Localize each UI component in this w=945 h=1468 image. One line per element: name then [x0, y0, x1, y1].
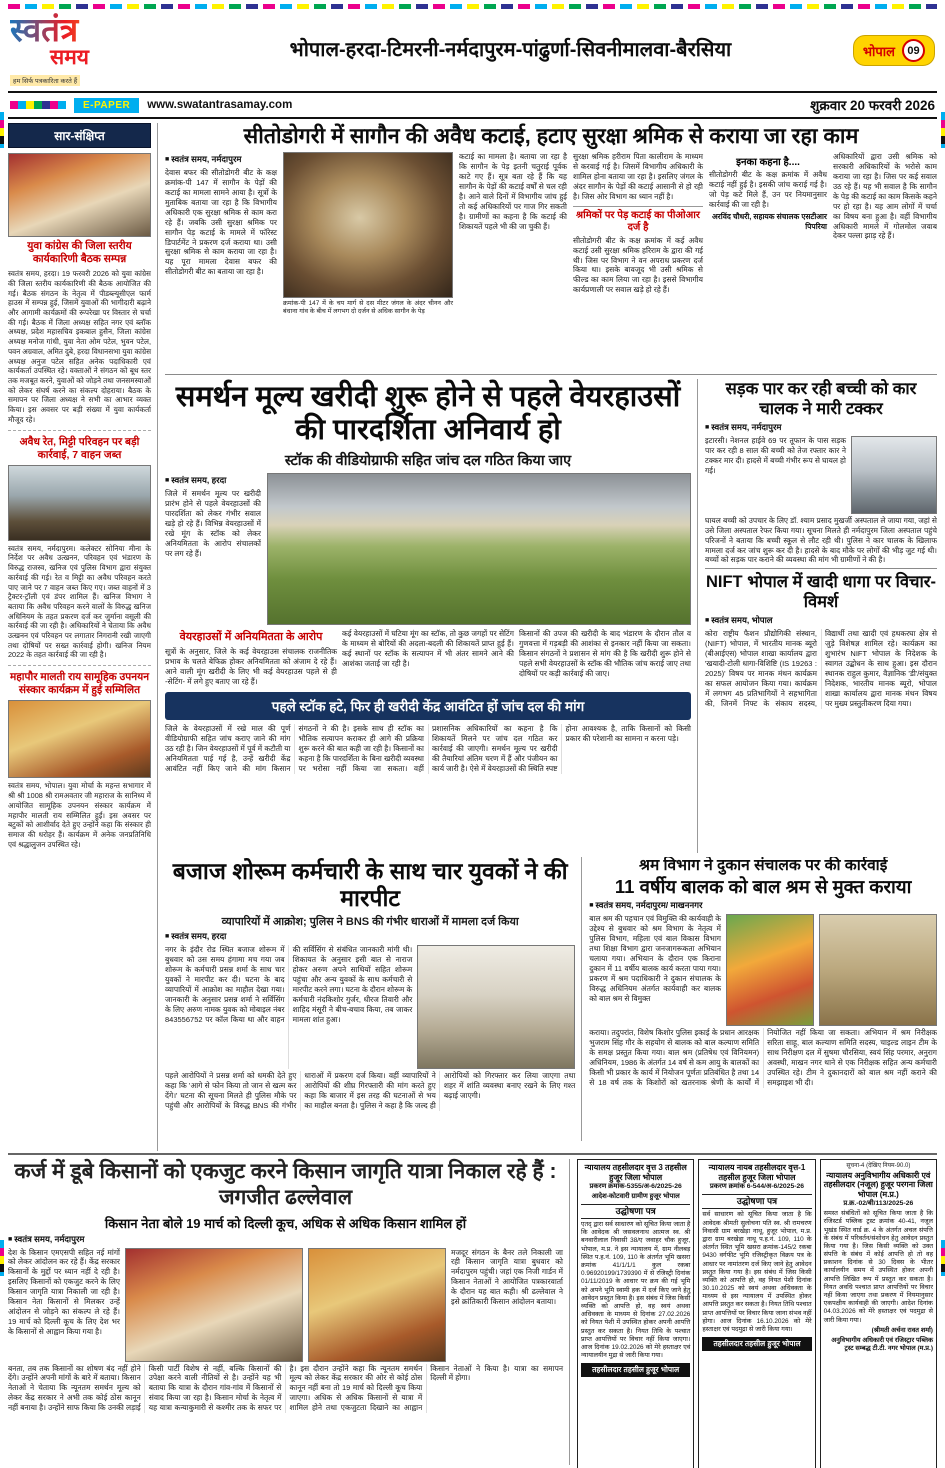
- body-text: देवास बफर की सीतोडोगरी बीट के कक्ष क्रमांक-पी 147 में सागौन के पेड़ों की कटाई का मामला सामने आया है। सूत्रों के मुताबिक बताया जा रहा है कि विभागीय अधिकारी एक सुरक्षा श्रमिक से काम करा रहे हैं। जबकि उसी सुरक्षा श्रमिक पर सागौन पेड़ कटाई के मामले में फॉरेस्ट डिपार्टमेंट ने प्रकरण दर्ज कराया था। उसी सुरक्षा श्रमिक से काम कराया जा रहा है। यह पूरा मामला देवास बफर की सीतोडोगरी बीट का बताया जा रहा है।: [165, 167, 277, 277]
- sub-headline: किसान नेता बोले 19 मार्च को दिल्ली कूच, अधिक से अधिक किसान शामिल हों: [104, 1215, 467, 1231]
- sub-headline: श्रमिकों पर पेड़ कटाई का पीओआर दर्ज है: [573, 206, 703, 234]
- story-bajaj-assault: [165, 857, 582, 1141]
- byline: ■ स्वतंत्र समय, भोपाल: [705, 615, 937, 626]
- photo-column: [283, 152, 453, 316]
- text-column: [165, 152, 277, 278]
- sidebar-headline: युवा कांग्रेस की जिला स्तरीय कार्यकारिणी बैठक सम्पन्न: [27, 240, 132, 266]
- text-column: [459, 152, 567, 232]
- warehouse-top: [165, 473, 691, 625]
- quote-signature: अरविंद चौधरी, सहायक संचालक एसटीआर पिपरिया: [711, 211, 827, 231]
- body-text: जिले के वेयरहाउसों में रखे माल की पूर्ण वीडियोग्राफी सहित जांच कराए जाने की मांग उठ रही है। जिन वेयरहाउसों में पूर्व में कटौती या अनियमितता पाई गई है, उन्हें खरीदी केंद्र आवंटित नहीं किए जाने की मांग किसान संगठनों ने की है। इसके साथ ही स्टॉक का भौतिक सत्यापन कराकर ही आगे की प्रक्रिया शुरू करने की बात कही जा रही है। किसानों का कहना है कि पारदर्शिता के बिना खरीदी व्यवस्था पर भरोसा नहीं किया जा सकता। वहीं प्रशासनिक अधिकारियों का कहना है कि शिकायतें मिलने पर जांच दल गठित कर कार्रवाई की जाएगी। समर्थन मूल्य पर खरीदी की तैयारियां अंतिम चरण में हैं और पंजीयन का कार्य जारी है। ऐसे में वेयरहाउसों की स्थिति स्पष्ट होना आवश्यक है, ताकि किसानों को किसी प्रकार की परेशानी का सामना न करना पड़े।: [165, 724, 691, 774]
- photo-seized-vehicles: [8, 465, 151, 541]
- sidebar-headline: अवैध रेत, मिट्टी परिवहन पर बड़ी कार्रवाई, 7 वाहन जब्त: [19, 435, 140, 461]
- notice-signature: तहसीलदार तहसील हुजूर भोपाल: [581, 1363, 690, 1377]
- body-text: कटाई का मामला है। बताया जा रहा है कि सागौन के पेड़ इतनी चतुराई पूर्वक काटे गए हैं। सूत्र बता रहे हैं कि यह सागौन के पेड़ों की कटाई वर्षों से चल रही है। आने वाले दिनों में विभागीय जांच हुई तो कई अधिकारियों पर गाज गिर सकती है। ग्रामीणों का कहना है कि कटाई की शिकायतें पहले भी की जा चुकी हैं।: [459, 151, 567, 231]
- body-text: कई वेयरहाउसों में घटिया मूंग का स्टॉक, तो कुछ जगहों पर सेटिंग के माध्यम से बोरियों की अदला-बदली की शिकायतें प्राप्त हुई हैं। कई स्थानों पर स्टॉक के सत्यापन में भी अंतर सामने आने की आशंका जताई जा रही है।: [342, 629, 514, 668]
- story-nift-khadi: [705, 573, 937, 711]
- mini-colorbar: [10, 101, 66, 109]
- page-content: [8, 123, 937, 1151]
- quote-text: सीतोडोगरी बीट के कक्ष क्रमांक में अवैध कटाई नहीं हुई है। इसकी जांच कराई गई है। जो पेड़ कटे मिले हैं, उन पर नियमानुसार कार्रवाई की जा रही है।: [709, 169, 827, 209]
- headline: बजाज शोरूम कर्मचारी के साथ चार युवकों ने की मारपीट: [172, 858, 568, 912]
- page-number: 09: [902, 39, 925, 62]
- subheader-bar: [8, 93, 937, 119]
- byline: ■ स्वतंत्र समय, हरदा: [165, 931, 575, 942]
- sidebar-body: स्वतंत्र समय, हरदा। 19 फरवरी 2026 को युवा कांग्रेस की जिला स्तरीय कार्यकारिणी की बैठक आयोजित की गई। बैठक संगठन के नेतृत्व में पीडब्ल्यूसीएल फार्म हाउस में सम्पन्न हुई, जिसमें युवाओं की भागीदारी बढ़ाने और आगामी कार्यक्रमों की रूपरेखा पर विस्तार से चर्चा की गई। बैठक में जिला अध्यक्ष सहित नगर एवं ब्लॉक अध्यक्ष, प्रदेश महासचिव इकबाल हुसैन, जिला कांग्रेस अध्यक्ष मनोज गांधी, युवा नेता ओम पटेल, भुवन पटेल, पवन अग्रवाल, अमित दुबे, हरदा विधानसभा युवा कांग्रेस अध्यक्ष अनुज पटेल सहित अनेक पदाधिकारी एवं कार्यकर्ता उपस्थित रहे। वक्ताओं ने संगठन को बूथ स्तर तक मजबूत करने, युवाओं को जोड़ने तथा जनसमस्याओं को लेकर संघर्ष करने का संकल्प दोहराया। बैठक के समापन पर जिला अध्यक्ष ने सभी का आभार व्यक्त किया। इस अवसर पर बड़ी संख्या में युवा कार्यकर्ता मौजूद रहे।: [8, 269, 152, 424]
- notice-order-line: आदेश-कोटवारी ग्रामीण हुजूर भोपाल: [591, 1192, 680, 1200]
- body-text: किसानों की उपज की खरीदी के बाद भंडारण के दौरान तौल व गुणवत्ता में गड़बड़ी की आशंका से इनकार नहीं किया जा सकता। किसान संगठनों ने प्रशासन से मांग की है कि खरीदी शुरू होने से पहले सभी वेयरहाउसों के स्टॉक की भौतिक जांच कराई जाए तथा दोषियों पर कड़ी कार्रवाई की जाए।: [519, 629, 691, 678]
- photo-youth-congress-meeting: [8, 153, 151, 237]
- photo-vegetable-shop: [726, 914, 814, 1026]
- issue-date: शुक्रवार 20 फरवरी 2026: [810, 98, 935, 113]
- legal-notices: [577, 1159, 937, 1468]
- notice-form-number: सूचना-4 (देखिए नियम-90.0): [846, 1163, 911, 1169]
- notice-court: न्यायालय तहसीलदार वृत्त 3 तहसील हुजूर जिला भोपाल: [584, 1163, 687, 1182]
- register-mark: [0, 112, 4, 148]
- register-mark: [941, 112, 945, 148]
- labor-row: [589, 914, 937, 1026]
- notice-title: उद्घोषणा पत्र: [702, 1194, 811, 1210]
- photo-press-conference: [308, 1248, 446, 1362]
- bajaj-row: [165, 945, 575, 1069]
- lower-row: [165, 857, 937, 1145]
- body-text: बनता, तब तक किसानों का शोषण बंद नहीं होने देंगे। उन्होंने अपनी मांगों के बारे में बताया। किसान नेताओं ने चेताया कि न्यूनतम समर्थन मूल्य को लेकर केंद्र सरकार ने अभी तक कोई ठोस कानून नहीं बनाया है। उन्होंने साफ किया कि उनकी लड़ाई किसी पार्टी विशेष से नहीं, बल्कि किसानों की उपेक्षा करने वाली नीतियों से है। उन्होंने यह भी बताया कि यात्रा के दौरान गांव-गांव में किसानों से संवाद किया जा रहा है। किसान मोर्चा के नेतृत्व में यह यात्रा कन्याकुमारी से कश्मीर तक के सफर पर है। इस दौरान उन्होंने कहा कि न्यूनतम समर्थन मूल्य को लेकर केंद्र सरकार की ओर से कोई ठोस कानून नहीं बना तो 19 मार्च को दिल्ली कूच किया जाएगा। अधिक से अधिक किसानों से यात्रा में शामिल होने तथा एकजुटता दिखाने का आह्वान किसान नेताओं ने किया है। यात्रा का समापन दिल्ली में होगा।: [8, 1363, 563, 1413]
- sidebar-headline: महापौर मालती राय सामूहिक उपनयन संस्कार कार्यक्रम में हुई सम्मिलित: [9, 671, 150, 697]
- register-mark: [941, 1240, 945, 1276]
- demand-banner: पहले स्टॉक हटे, फिर ही खरीदी केंद्र आवंटित हों जांच दल की मांग: [165, 692, 691, 720]
- main-column: [165, 123, 937, 1151]
- body-text: नगर के इंदौर रोड स्थित बजाज शोरूम में बुधवार को उस समय हंगामा मच गया जब शोरूम के कर्मचारी प्रसन्न शर्मा के साथ चार युवकों ने मारपीट कर दी। घटना के बाद व्यापारियों में आक्रोश का माहौल देखा गया। जानकारी के अनुसार प्रसन्न शर्मा ने सर्विसिंग के लिए अरुण नामक युवक को मोबाइल नंबर 843556752 पर कॉल किया था और वाहन की सर्विसिंग से संबंधित जानकारी मांगी थी। शिकायत के अनुसार इसी बात से नाराज होकर अरुण अपने साथियों सहित शोरूम पहुंचा और अन्य युवकों के साथ कर्मचारी से मारपीट करने लगा। घटना के दौरान शोरूम के कर्मचारी नंदकिशोर गुर्जर, धीरज तिवारी और शाहिद मंसूरी ने बीच-बचाव किया, तब जाकर मामला शांत हुआ।: [165, 945, 413, 1025]
- website-link[interactable]: www.swatantrasamay.com: [147, 99, 293, 111]
- notice-body: समस्त संबंधितों को सूचित किया जाता है कि रजिस्टर्ड पब्लिक ट्रस्ट क्रमांक 40-41, नजूल भूखंड स्थित वार्ड क्र. 4 के अंतर्गत अचल संपत्ति के संबंध में परिवर्तन/संशोधन हेतु आवेदन प्रस्तुत किया गया है। जिस किसी व्यक्ति को उक्त संपत्ति के संबंध में कोई आपत्ति हो तो वह प्रकाशन दिनांक से 30 दिवस के भीतर कार्यालयीन समय में उपस्थित होकर अपनी आपत्ति लिखित रूप में प्रस्तुत कर सकता है। नियत अवधि पश्चात प्राप्त आपत्तियों पर विचार नहीं किया जाएगा तथा प्रकरण में नियमानुसार एकपक्षीय कार्यवाही की जाएगी। आदेश दिनांक 04.03.2026 को मेरे हस्ताक्षर एवं पदमुद्रा से जारी किया गया।: [823, 1210, 933, 1324]
- left-sidebar: [8, 123, 158, 1151]
- notice-signatory-name: (श्रीमती अर्चना रावत शर्मा): [871, 1326, 933, 1334]
- body-text: कराया। तदुपरांत, विशेष किशोर पुलिस इकाई के प्रधान आरक्षक भुजराम सिंह गौर के सहयोग से बालक को बाल कल्याण समिति के समक्ष प्रस्तुत किया गया। बाल श्रम (प्रतिषेध एवं विनियमन) अधिनियम, 1986 के अंतर्गत 14 वर्ष से कम आयु के बालकों का किसी भी प्रकार के कार्य में नियोजन पूर्णतः प्रतिबंधित है तथा 14 से 18 वर्ष तक के किशोरों को खतरनाक श्रेणी के कार्यों में नियोजित नहीं किया जा सकता। अभियान में श्रम निरीक्षक सरिता साहू, बाल कल्याण समिति सदस्य, चाइल्ड लाइन टीम के साथ निरीक्षण दल में सुषमा चौरसिया, स्वयं सिंह परमार, अनुराग अवस्थी, माखन नगर थाने से एक निरीक्षक सहित अन्य कर्मचारी उपस्थित रहे। टीम ने दुकानदारों को बाल श्रम नहीं कराने की समझाइश भी दी।: [589, 1027, 937, 1087]
- body-text: देश के किसान एमएसपी सहित नई मांगों को लेकर आंदोलन कर रहे हैं। केंद्र सरकार किसानों के मुद्दों पर ध्यान नहीं दे रही है। इसलिए किसानों को एकजुट करने के लिए किसान जागृति यात्रा निकाली जा रही है। किसान नेता किसानों से मिलकर उन्हें आंदोलन से जोड़ने का संकल्प ले रहे हैं। 19 मार्च को दिल्ली कूच के लिए देश भर के किसानों से आह्वान किया गया है।: [8, 1247, 120, 1337]
- photo-showroom-cctv: [417, 945, 575, 1069]
- photo-inspection-team: [819, 914, 937, 1026]
- body-text: पहले आरोपियों ने प्रसन्न शर्मा को धमकी देते हुए कहा कि 'आगे से फोन किया तो जान से खत्म कर देंगे।' घटना की सूचना मिलते ही पुलिस मौके पर पहुंची और आरोपियों के विरुद्ध BNS की गंभीर धाराओं में प्रकरण दर्ज किया। वहीं व्यापारियों ने आरोपियों की शीघ्र गिरफ्तारी की मांग करते हुए कहा कि बाजार में इस तरह की घटनाओं से भय का माहौल बनता है। पुलिस ने कहा है कि जल्द ही आरोपियों को गिरफ्तार कर लिया जाएगा तथा शहर में शांति व्यवस्था बनाए रखने के लिए गश्त बढ़ाई जाएगी।: [165, 1071, 576, 1111]
- story-teak-felling: [165, 123, 937, 375]
- story-farmer-yatra: [8, 1159, 570, 1465]
- headline: सीतोडोगरी में सागौन की अवैध कटाई, हटाए सुरक्षा श्रमिक से कराया जा रहा काम: [243, 124, 859, 148]
- text-column: [519, 629, 691, 687]
- body-text: अधिकारियों द्वारा उसी श्रमिक को सरकारी अधिकारियों के भरोसे काम कराया जा रहा है। जिस पर कई सवाल उठ रहे हैं। यह भी सवाल है कि सागौन के पेड़ की कटाई का काम किसके कहने पर हो रहा है। यह आम लोगों में चर्चा का विषय बना हुआ है। वहीं विभागीय अधिकारी मामले में गोलमोल जवाब देकर पल्ला झाड़ रहे हैं।: [833, 151, 937, 241]
- notice-case-number: प्रकरण क्रमांक-5355/अ-6/2025-26: [589, 1183, 682, 1191]
- notice-case-number: प्र.क्र.-02/बी/113/2025-26: [843, 1200, 914, 1208]
- byline: ■ स्वतंत्र समय, नर्मदापुरम/ माखननगर: [589, 900, 937, 911]
- notice-case-number: प्रकरण क्रमांक 6-544/अ-6/2025-26: [709, 1183, 805, 1191]
- legal-notice-3: [820, 1159, 937, 1468]
- edition-cities: भोपाल-हरदा-टिमरनी-नर्मदापुरम-पांढुर्णा-सिवनीमालवा-बैरसिया: [289, 39, 732, 61]
- headline: सड़क पार कर रही बच्ची को कार चालक ने मारी टक्कर: [725, 380, 917, 418]
- notice-court: न्यायालय अनुविभागीय अधिकारी एवं तहसीलदार (नजूल) हुजूर परगना जिला भोपाल (म.प्र.): [823, 1170, 933, 1199]
- legal-notice-1: [577, 1159, 694, 1468]
- newspaper-logo: [10, 13, 168, 88]
- text-column: [833, 152, 937, 242]
- body-text: घायल बच्ची को उपचार के लिए डॉ. श्याम प्रसाद मुखर्जी अस्पताल ले जाया गया, जहां से उसे जिला अस्पताल रेफर किया गया। सूचना मिलते ही नर्मदापुरम जिला अस्पताल पहुंचे परिजनों ने बताया कि बच्ची स्कूल से लौट रही थी। पुलिस ने कार चालक के खिलाफ मामला दर्ज कर जांच शुरू कर दी है। हादसे के बाद मौके पर लोगों की भीड़ जुट गई थी। बच्चों को सड़क पार कराने की व्यवस्था की मांग भी ग्रामीणों ने की है।: [705, 515, 937, 565]
- sidebar-title: सार-संक्षिप्त: [8, 123, 151, 148]
- photo-warehouse-grain: [267, 473, 691, 625]
- epaper-button[interactable]: E-PAPER: [74, 98, 139, 113]
- sidebar-story-youth-congress: [8, 153, 151, 431]
- farmer-row: [8, 1248, 563, 1362]
- legal-notice-2: [698, 1159, 815, 1468]
- sub-headline: वेयरहाउसों में अनियमितता के आरोप: [179, 631, 323, 644]
- notice-title: उद्घोषणा पत्र: [581, 1204, 690, 1220]
- sidebar-story-sand-seizure: [8, 436, 151, 667]
- story-car-accident: [705, 380, 937, 569]
- headline: कर्ज में डूबे किसानों को एकजुट करने किसान जागृति यात्रा निकाल रहे हैं : जगजीत ढल्लेवाल: [14, 1160, 557, 1210]
- body-text: कोरा राष्ट्रीय फैशन प्रौद्योगिकी संस्थान, (NIFT) भोपाल, में भारतीय मानक ब्यूरो (बीआईएस) भोपाल शाखा कार्यालय द्वारा 'खयादी-टोली धागा-विशिष्टि (IS 19263 : 2025)' विषय पर मानक मंथन कार्यक्रम का सफल आयोजन किया गया। कार्यक्रम में लगभग 45 प्रतिभागियों ने सहभागिता की, जिनमें निफ्ट के संकाय सदस्य, विद्यार्थी तथा खादी एवं हथकरघा क्षेत्र से जुड़े विशेषज्ञ शामिल रहे। कार्यक्रम का शुभारंभ NIFT भोपाल के निदेशक के स्वागत उद्बोधन के साथ हुआ। इस दौरान स्थानक राहुल कुमार, वैज्ञानिक 'डी'/संयुक्त निदेशक, भारतीय मानक ब्यूरो, भोपाल शाखा कार्यालय द्वारा मानक मंथन विषय पर मुख्य प्रस्तुतीकरण दिया गया।: [705, 629, 937, 708]
- warehouse-mid: [165, 629, 691, 687]
- middle-row: [165, 379, 937, 857]
- photo-caption: क्रमांक-पी 147 में के चप मार्ग से दस मीटर जंगल के अंदर चीनन और बंधाना गांव के बीच में लगभग दो दर्जन से अधिक सागौन के पेड़: [283, 299, 453, 315]
- notice-body: सर्व साधारण को सूचित किया जाता है कि आवेदक श्रीमती सुलोचना पति स्व. श्री रामचरण निवासी ग्राम बरखेड़ा नाथू, हुजूर भोपाल, म.प्र. द्वारा ग्राम बरखेड़ा नाथू प.ह.नं. 109, 110 के अंतर्गत स्थित भूमि खसरा क्रमांक-145/2 रकबा 9430 वर्गफीट भूमि रजिस्ट्रीकृत विक्रय पत्र के आधार पर नामांतरण दर्ज किए जाने हेतु आवेदन प्रस्तुत किया गया है। इस संबंध में जिस किसी व्यक्ति को आपत्ति हो, वह नियत पेशी दिनांक 30.10.2025 को स्वयं अथवा अधिवक्ता के माध्यम से इस न्यायालय में उपस्थित होकर आपत्ति प्रस्तुत कर सकता है। नियत तिथि पश्चात प्राप्त आपत्तियों पर विचार किया जाना संभव नहीं होगा। आज दिनांक 16.10.2026 को मेरे हस्ताक्षर एवं पदमुद्रा से जारी किया गया।: [702, 1211, 812, 1334]
- register-mark: [0, 1240, 4, 1276]
- text-column: [165, 473, 261, 625]
- tagline: हम सिर्फ पत्रकारिता करते हैं: [10, 75, 80, 86]
- logo-text-top: स्वतंत्र: [10, 13, 168, 46]
- edition-name: भोपाल: [862, 43, 895, 59]
- text-column: [573, 152, 703, 296]
- sidebar-body: स्वतंत्र समय, भोपाल। युवा मोर्चा के महन्त सभागार में श्री श्री 1008 श्री रामअवतार जी महाराज के सानिध्य में आयोजित सामूहिक उपनयन संस्कार कार्यक्रम में महापौर मालती राय सम्मिलित हुईं। इस अवसर पर बटुकों को आशीर्वाद देते हुए उन्होंने कहा कि संस्कार ही समाज की धरोहर हैं। कार्यक्रम में अनेक जनप्रतिनिधि एवं श्रद्धालुजन उपस्थित रहे।: [8, 781, 151, 849]
- headline-line1: श्रम विभाग ने दुकान संचालक पर की कार्रवाई: [638, 857, 888, 874]
- masthead: [8, 9, 937, 93]
- photo-farmer-meeting: [125, 1248, 303, 1362]
- headline: समर्थन मूल्य खरीदी शुरू होने से पहले वेयरहाउसों की पारदर्शिता अनिवार्य हो: [175, 381, 681, 447]
- headline: NIFT भोपाल में खादी धागा पर विचार-विमर्श: [705, 573, 937, 612]
- notice-signatory-title: अनुविभागीय अधिकारी एवं रजिस्ट्रार पब्लिक ट्रस्ट सम्बद्ध टी.टी. नगर भोपाल (म.प्र.): [831, 1337, 933, 1353]
- byline: ■ स्वतंत्र समय, नर्मदापुरम: [8, 1234, 563, 1245]
- photo-felled-teak: [283, 152, 453, 298]
- body-text: मजदूर संगठन के बैनर तले निकाली जा रही किसान जागृति यात्रा बुधवार को नर्मदापुरम पहुंची। जहां एक निजी गार्डन में किसान नेताओं ने आयोजित पत्रकारवार्ता के दौरान यह बात कही। श्री ढल्लेवाल ने इसे क्रांतिकारी किसान आंदोलन बताया।: [451, 1247, 563, 1307]
- quote-heading: इनका कहना है....: [736, 156, 800, 168]
- notice-signature: तहसीलदार तहसील हुजूर भोपाल: [702, 1337, 811, 1351]
- body-text: जिले में समर्थन मूल्य पर खरीदी प्रारंभ होने से पहले वेयरहाउसों की पारदर्शिता को लेकर गंभीर सवाल खड़े हो रहे हैं। विभिन्न वेयरहाउसों में रखे मूंग के स्टॉक को लेकर अनियमितता के आरोप संचालकों पर लग रहे हैं।: [165, 489, 261, 558]
- sidebar-body: स्वतंत्र समय, नर्मदापुरम। कलेक्टर सोनिया मीना के निर्देश पर अवैध उत्खनन, परिवहन एवं भंडारण के विरुद्ध राजस्व, खनिज एवं पुलिस विभाग द्वारा संयुक्त कार्रवाई की गई। रेत व मिट्टी का अवैध परिवहन करते पाए जाने पर 7 वाहन जब्त किए गए। जब्त वाहनों में 3 ट्रैक्टर-ट्रॉली एवं डंपर शामिल हैं। खनिज विभाग ने बताया कि अवैध परिवहन करने वालों के विरुद्ध खनिज अधिनियम के तहत प्रकरण दर्ज कर जुर्माना वसूली की कार्रवाई की जा रही है। अधिकारियों ने चेताया कि अवैध उत्खनन एवं परिवहन पर लगातार निगरानी रखी जाएगी तथा दोषियों पर सख्त कार्रवाई होगी। खनिज नियम 2022 के तहत कार्रवाई की जा रही है।: [8, 543, 151, 660]
- right-column: [705, 379, 937, 857]
- edition-badge: [853, 35, 935, 66]
- notice-court: न्यायालय नायब तहसीलदार वृत्त-1 तहसील हुजूर जिला भोपाल: [708, 1163, 806, 1182]
- quote-column: [709, 152, 827, 232]
- byline: ■ स्वतंत्र समय, नर्मदापुरम: [705, 422, 937, 433]
- photo-accident-scene: [851, 436, 937, 514]
- byline: ■ स्वतंत्र समय, हरदा: [165, 475, 261, 486]
- notice-body: एतद् द्वारा सर्व साधारण को सूचित किया जाता है कि आवेदक श्री जसवलनाथ आत्मज स्व. श्री बनवारीलाल निवासी 38/ए जवाहर चौक हुजूर, भोपाल, म.प्र. ने इस न्यायालय में, ग्राम नीलबड़ स्थित प.ह.नं. 109, 110 के अंतर्गत भूमि खसरा क्रमांक 41/1/1/1 कुल रकबा 0.96920199/1739390 में से रजिस्ट्री दिनांक 01/11/2019 के आधार पर क्रय की गई भूमि को अपने भूमि स्वामी हक में दर्ज किए जाने हेतु आवेदन प्रस्तुत किया है। इस संबंध में जिस किसी व्यक्ति को आपत्ति हो, वह स्वयं अथवा अधिवक्ता के माध्यम से दिनांक 27.02.2026 को नियत पेशी में उपस्थित होकर अपनी आपत्ति प्रस्तुत कर सकता है। नियत तिथि के पश्चात प्राप्त आपत्तियों पर विचार नहीं किया जाएगा। आज दिनांक 19.02.2026 को मेरे हस्ताक्षर एवं न्यायालयीन मुद्रा से जारी किया गया।: [581, 1221, 691, 1360]
- sidebar-story-mayor-ceremony: [8, 671, 151, 854]
- body-text: सीतोडोगरी बीट के कक्ष क्रमांक में कई अवैध कटाई उसी सुरक्षा श्रमिक हरिराम के द्वारा की गई थी। जिस पर विभाग ने वन अपराध प्रकरण दर्ज किया था। इसके बावजूद भी उसी श्रमिक से फील्ड का काम लिया जा रहा है। इससे विभागीय कार्यप्रणाली पर सवाल खड़े हो रहे हैं।: [573, 235, 703, 295]
- sub-headline: स्टॉक की वीडियोग्राफी सहित जांच दल गठित किया जाए: [284, 453, 572, 470]
- body-text: इटारसी। नेशनल हाईवे 69 पर तूफान के पास सड़क पार कर रही 8 साल की बच्ची को तेज रफ्तार कार ने टक्कर मार दी। हादसे में बच्ची गंभीर रूप से घायल हो गई।: [705, 435, 846, 475]
- body-text: सूत्रों के अनुसार, जिले के कई वेयरहाउस संचालक राजनीतिक प्रभाव के चलते बेफिक्र होकर अनियमितता को अंजाम दे रहे हैं। आने वाली मूंग खरीदी के लिए भी कई वेयरहाउस पहले से ही -सेटिंग- में लगे हुए बताए जा रहे हैं।: [165, 647, 337, 687]
- logo-text-bottom: समय: [50, 46, 89, 69]
- headline-line2: 11 वर्षीय बालक को बाल श्रम से मुक्त कराया: [614, 875, 912, 897]
- photo-upanayan-ceremony: [8, 700, 151, 778]
- accident-row: [705, 436, 937, 514]
- sub-headline: व्यापारियों में आक्रोश; पुलिस ने BNS की गंभीर धाराओं में मामला दर्ज किया: [221, 916, 519, 929]
- text-column: [165, 629, 337, 687]
- text-column: [342, 629, 514, 687]
- bottom-row: [8, 1153, 937, 1468]
- story-child-labour: [589, 857, 937, 1141]
- byline: ■ स्वतंत्र समय, नर्मदापुरम: [165, 154, 277, 165]
- body-text: बाल श्रम की पहचान एवं विमुक्ति की कार्यवाही के उद्देश्य से बुधवार को श्रम विभाग के नेतृत्व में पुलिस विभाग, महिला एवं बाल विकास विभाग तथा शिक्षा विभाग द्वारा जनजागरूकता अभियान चलाया गया। अभियान के दौरान एक किराना दुकान में 11 वर्षीय बालक कार्य करता पाया गया। प्रकरण में श्रम पदाधिकारी ने दुकान संचालक के विरुद्ध अधिनियम अंतर्गत कार्यवाही कर बालक को बाल श्रम से विमुक्त: [589, 913, 721, 1003]
- body-text: सुरक्षा श्रमिक हरीराम पिता कालीराम के माध्यम से करवाई गई है। जिसमें विभागीय अधिकारी के शामिल होना बताया जा रहा है। इसलिए जंगल के अंदर सागौन के पेड़ों की कटाई आसानी से हो रही है। जिस ओर विभाग का ध्यान नहीं है।: [573, 151, 703, 201]
- story-warehouse-transparency: [165, 379, 698, 853]
- teak-columns: [165, 152, 937, 316]
